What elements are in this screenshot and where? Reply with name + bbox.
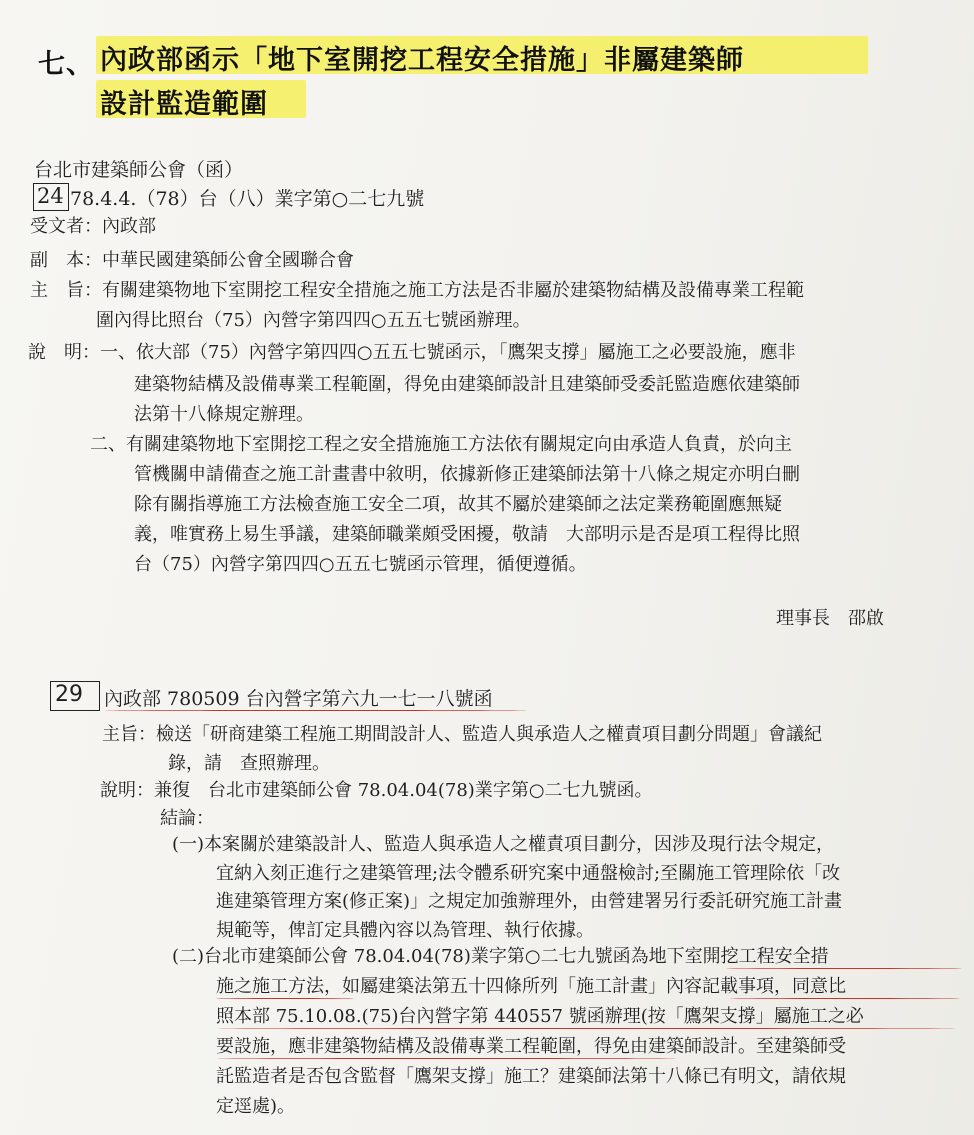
conclusion2-line-5: 託監造者是否包含監督「鷹架支撐」施工？建築師法第十八條已有明文，請依規 <box>216 1066 846 1087</box>
letter1-explain-1: 說 明：一、依大部（75）內營字第四四○五五七號函示，「鷹架支撐」屬施工之必要設施，應非 <box>28 342 796 363</box>
letter1-explain-2: 建築物結構及設備專業工程範圍，得免由建築師設計且建築師受委託監造應依建築師 <box>134 374 800 395</box>
conclusion1-line-2: 宜納入刻正進行之建築管理;法令體系研究案中通盤檢討;至關施工管理除依「改 <box>216 863 841 884</box>
conclusion1-line-4: 規範等，俾訂定具體內容以為管理、執行依據。 <box>216 920 594 941</box>
letter2-subject-2: 錄，請 查照辦理。 <box>168 753 330 774</box>
letter1-cc: 副 本：中華民國建築師公會全國聯合會 <box>30 250 354 271</box>
letter1-explain-8: 台（75）內營字第四四○五五七號函示管理，循便遵循。 <box>134 554 587 575</box>
section-number: 七、 <box>38 49 94 80</box>
underline-c2-4 <box>216 1058 678 1059</box>
conclusion2-line-2: 施之施工方法，如屬建築法第五十四條所列「施工計畫」內容記載事項，同意比 <box>216 976 846 997</box>
underline-c2-1 <box>726 968 962 969</box>
letter1-explain-6: 除有關指導施工方法檢查施工安全二項，故其不屬於建築師之法定業務範圍應無疑 <box>134 494 782 515</box>
underline-c2-2b <box>730 998 960 999</box>
section-title-line-2: 設計監造範圍 <box>100 89 268 120</box>
letter1-explain-4: 二、有關建築物地下室開挖工程之安全措施施工方法依有關規定向由承造人負責，於向主 <box>90 434 792 455</box>
underline-c2-3 <box>216 1028 958 1029</box>
conclusion2-line-6: 定逕處)。 <box>216 1096 296 1117</box>
conclusion2-line-4: 要設施，應非建築物結構及設備專業工程範圍，得免由建築師設計。至建築師受 <box>216 1036 846 1057</box>
conclusion1-line-1: (一)本案關於建築設計人、監造人與承造人之權責項目劃分，因涉及現行法令規定， <box>172 834 835 855</box>
conclusion2-line-3: 照本部 75.10.08.(75)台內營字第 440557 號函辦理(按「鷹架支撐」屬施工之必 <box>216 1006 864 1027</box>
letter1-explain-5: 管機關申請備查之施工計畫書中敘明，依據新修正建築師法第十八條之規定亦明白刪 <box>134 464 800 485</box>
letter1-sender: 台北市建築師公會（函） <box>34 159 244 181</box>
letter2-conclusion-label: 結論： <box>160 808 214 829</box>
conclusion1-line-3: 進建築管理方案(修正案)」之規定加強辦理外，由營建署另行委託研究施工計畫 <box>216 891 843 912</box>
letter1-explain-7: 義，唯實務上易生爭議，建築師職業頗受困擾，敬請 大部明示是否是項工程得比照 <box>134 524 800 545</box>
underline-c2-2a <box>216 998 354 999</box>
letter2-title: 內政部 780509 台內營字第六九一七一八號函 <box>104 688 493 710</box>
underline-title <box>104 710 528 711</box>
letter1-ref-number: 24 <box>37 184 64 208</box>
conclusion2-line-1: (二)台北市建築師公會 78.04.04(78)業字第○二七九號函為地下室開挖工程安全措 <box>172 946 829 967</box>
letter1-recipient: 受文者：內政部 <box>30 216 156 237</box>
letter2-explain-1: 說明：兼復 台北市建築師公會 78.04.04(78)業字第○二七九號函。 <box>100 780 653 801</box>
letter2-subject-1: 主旨：檢送「研商建築工程施工期間設計人、監造人與承造人之權責項目劃分問題」會議紀 <box>102 724 822 745</box>
section-title-line-1: 內政部函示「地下室開挖工程安全措施」非屬建築師 <box>100 45 744 76</box>
letter1-doc-number: 78.4.4.（78）台（八）業字第○二七九號 <box>70 188 425 210</box>
letter2-ref-number: 29 <box>55 682 83 707</box>
letter1-signature: 理事長 邵啟 <box>776 608 884 629</box>
letter1-subject-1: 主 旨：有關建築物地下室開挖工程安全措施之施工方法是否非屬於建築物結構及設備專業工程範 <box>30 280 804 301</box>
letter1-explain-3: 法第十八條規定辦理。 <box>134 404 314 425</box>
letter1-subject-2: 圍內得比照台（75）內營字第四四○五五七號函辦理。 <box>96 310 531 331</box>
